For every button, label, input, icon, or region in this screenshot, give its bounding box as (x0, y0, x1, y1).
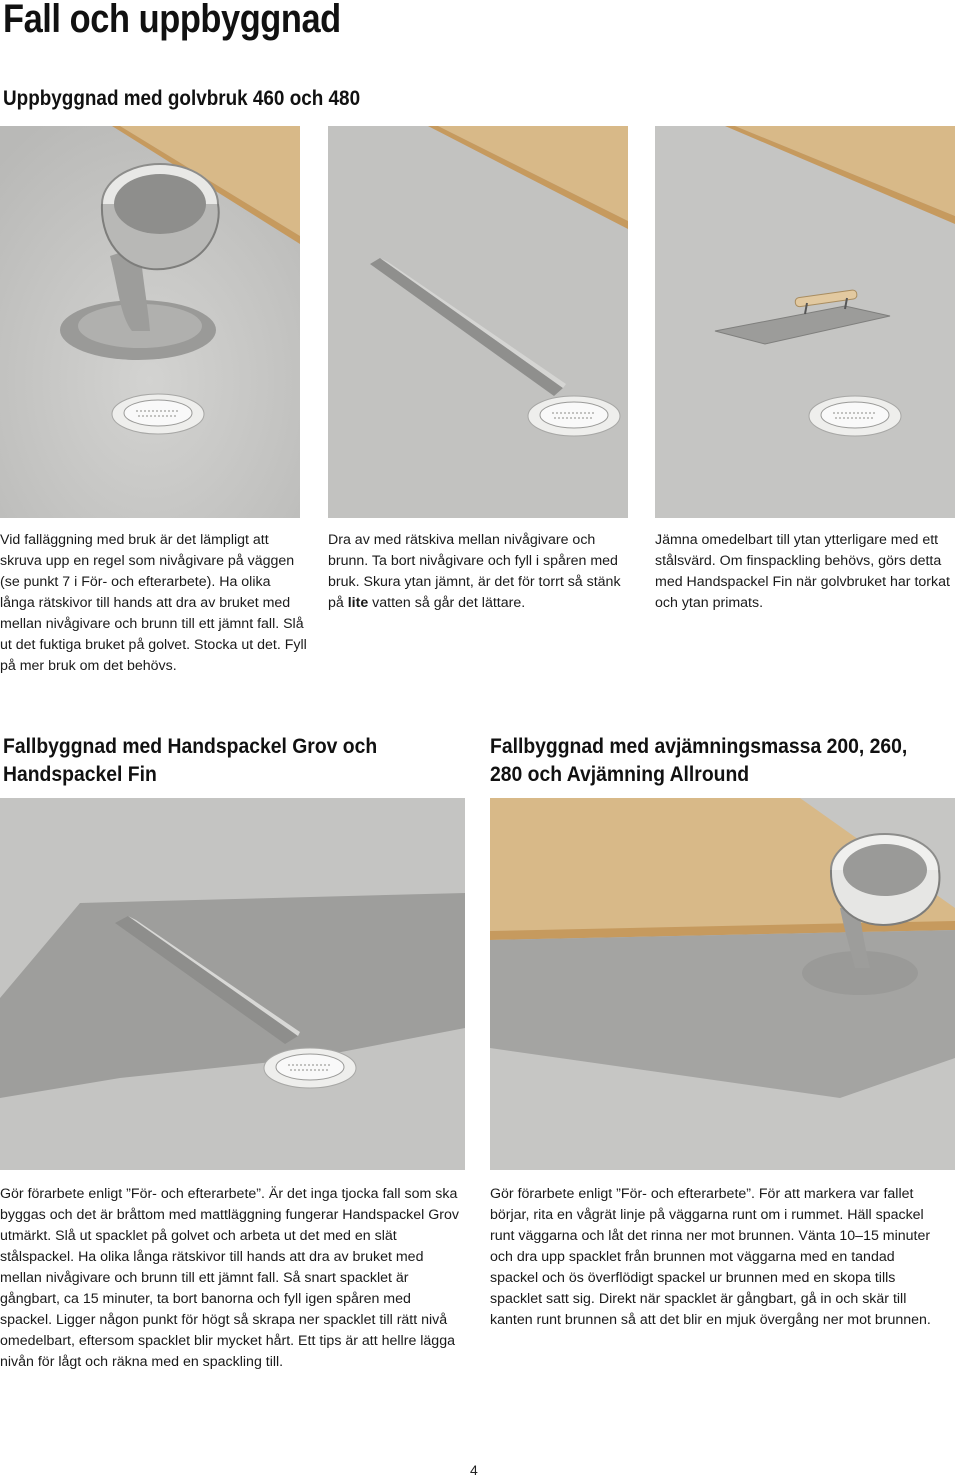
floor-drain-icon (809, 396, 901, 436)
floor-drain-icon (264, 1048, 356, 1088)
step1-image (0, 126, 300, 518)
step3-text: Jämna omedelbart till ytan ytterligare med ett stålsvärd. Om finspackling behövs, görs detta med Handspackel Fin när golvbruket har torkat och ytan primats. (655, 532, 950, 611)
page-number: 4 (470, 1462, 478, 1478)
step1-text: Vid falläggning med bruk är det lämpligt att skruva upp en regel som nivågivare på väggen (se punkt 7 i För- och efterarbete). Ha olika långa rätskivor till hands att dra av bruket med mellan nivågivare och brunn till ett jämnt fall. Slå ut det fuktiga bruket på golvet. Stocka ut det. Fyll på mer bruk om det behövs. (0, 532, 307, 674)
section-heading-golvbruk: Uppbyggnad med golvbruk 460 och 480 (3, 87, 361, 110)
page-title: Fall och uppbyggnad (3, 0, 341, 41)
step2-text-part2: vatten så går det lättare. (368, 595, 526, 611)
section-heading-avjamning: Fallbyggnad med avjämningsmassa 200, 260, 280 och Avjämning Allround (490, 734, 908, 786)
section2-image (0, 798, 465, 1170)
section3-image (490, 798, 955, 1170)
step3-image (655, 126, 955, 518)
bucket-icon (831, 834, 939, 925)
step2-text (328, 530, 633, 614)
step2-image (328, 126, 628, 518)
floor-drain-icon (528, 396, 620, 436)
floor-drain-icon (112, 394, 204, 434)
bucket-icon (102, 164, 219, 269)
step2-text-bold: lite (347, 595, 369, 611)
section2-text: Gör förarbete enligt ”För- och efterarbete”. Är det inga tjocka fall som ska byggas och det är bråttom med mattläggning fungerar Handspackel Grov utmärkt. Slå ut spacklet på golvet och arbeta ut det med en slät stålspackel. Ha olika långa rätskivor till hands att dra av bruket med mellan nivågivare och brunn till ett jämnt fall. Så snart spacklet är gångbart, ca 15 minuter, ta bort banorna och fyll igen spåren med spackel. Ligger någon punkt för högt så skrapa ner spacklet till rätt nivå omedelbart, eftersom spacklet blir mycket hårt. Ett tips är att hellre lägga nivån för lågt och räkna med en spackling till. (0, 1186, 459, 1370)
step2-text-part1: Dra av med rätskiva mellan nivågivare och brunn. Ta bort nivågivare och fyll i spåren med bruk. Skura ytan jämnt, är det för torrt så stänk på (328, 532, 621, 611)
section-heading-handspackel: Fallbyggnad med Handspackel Grov och Handspackel Fin (3, 734, 378, 786)
section3-text: Gör förarbete enligt ”För- och efterarbete”. För att markera var fallet börjar, rita en vågrät linje på väggarna runt om i rummet. Häll spackel runt väggarna och låt det rinna ner mot brunnen. Vänta 10–15 minuter och dra upp spacklet från brunnen mot väggarna med en tandad spackel och ös överflödigt spackel ur brunnen med en skopa tills spacklet satt sig. Direkt när spacklet är gångbart, gå in och skär till kanten runt brunnen så att det blir en mjuk övergång ner mot brunnen. (490, 1186, 931, 1328)
